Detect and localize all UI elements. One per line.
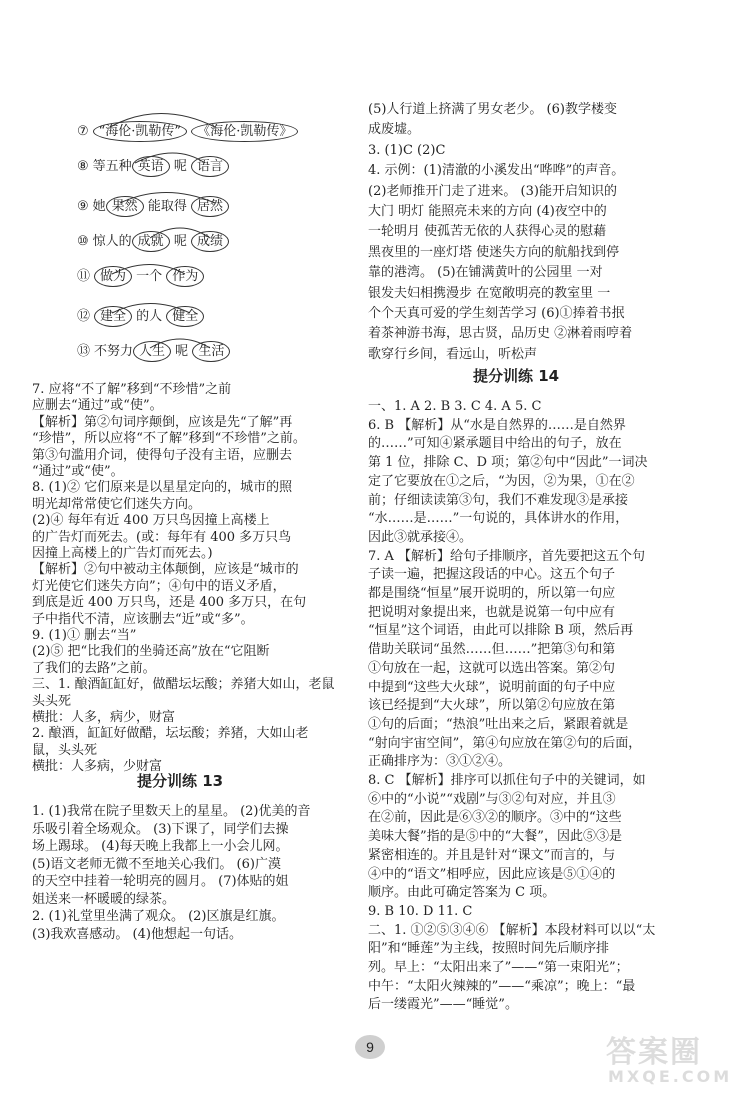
diagram-row <box>77 340 230 363</box>
circled-word: 居然 <box>191 196 229 217</box>
text-line: 因撞上高楼上的广告灯而死去。) <box>32 546 213 561</box>
circled-word: 做为 <box>94 266 132 287</box>
item-number: ⑪ <box>77 269 91 284</box>
text-line: (3)我欢喜感动。 (4)他想起一句话。 <box>32 926 242 942</box>
diagram-text: 呢 <box>169 159 191 174</box>
circled-word: 果然 <box>106 196 144 217</box>
diagram-text: 能取得 <box>143 199 191 214</box>
text-line: 个个天真可爱的学生刻苦学习 (6)①捧着书抿 <box>368 306 625 321</box>
text-line: 第 1 位，排除 C、D 项；第②句中“因此”一词决 <box>368 455 648 471</box>
text-line: 7. A 【解析】给句子排顺序，首先要把这五个句 <box>368 548 646 564</box>
diagram-row <box>77 265 204 288</box>
item-number: ⑫ <box>77 309 91 324</box>
text-line: 2. 酿酒，缸缸好做醋，坛坛酸；养猪，大如山老 <box>32 726 309 742</box>
item-number: ⑦ <box>77 124 89 139</box>
text-line: 8. C 【解析】排序可以抓住句子中的关键词，如 <box>368 773 646 788</box>
text-line: 子中指代不清，应该删去“近”或“多”。 <box>32 611 254 627</box>
text-line: ④中的“语文”相呼应，因此应该是⑤①④的 <box>368 866 616 882</box>
circled-word: “海伦·凯勒传” <box>93 121 187 142</box>
text-line: 银发夫妇相携漫步 在宽敞明亮的教室里 一 <box>368 285 611 301</box>
circled-word: 建全 <box>94 306 132 327</box>
text-line: 的广告灯而死去。(或：每年有 400 多万只鸟 <box>32 529 292 545</box>
text-line: (2)⑤ 把“比我们的坐骑还高”放在“它阻断 <box>32 644 270 660</box>
text-line: 6. B 【解析】从“水是自然界的……是自然界 <box>368 417 626 433</box>
text-line: “通过”或“使”。 <box>32 464 124 479</box>
diagram-row <box>77 195 229 218</box>
text-line: 大门 明灯 能照亮未来的方向 (4)夜空中的 <box>368 204 607 219</box>
text-line: 列。早上：“太阳出来了”——“第一束阳光”； <box>368 960 629 975</box>
text-line: “恒星”这个词语，由此可以排除 B 项，然后再 <box>368 623 634 639</box>
text-line: 横批：人多病，少财富 <box>32 759 163 775</box>
circled-word: 英语 <box>132 156 170 177</box>
diagram-text: 的人 <box>132 309 167 324</box>
watermark-logo <box>606 1027 736 1087</box>
diagram-text: 惊人的 <box>92 234 132 249</box>
text-line: 横批：人多，病少，财富 <box>32 710 176 725</box>
text-line: 三、1. 酿酒缸缸好，做醋坛坛酸；养猪大如山，老鼠 <box>32 677 335 693</box>
text-line: 2. (1)礼堂里坐满了观众。 (2)区旗是红旗。 <box>32 909 285 924</box>
text-line: 中午：“太阳火辣辣的”——“乘凉”；晚上：“最 <box>368 978 636 994</box>
text-line: 4. 示例：(1)清澈的小溪发出“哗哗”的声音。 <box>368 163 625 179</box>
diagram-text: 呢 <box>171 344 193 359</box>
text-line: 靠的港湾。 (5)在铺满黄叶的公园里 一对 <box>368 265 603 281</box>
text-line: 美味大餐”指的是⑤中的“大餐”，因此⑤③是 <box>368 829 622 845</box>
text-line: (5)人行道上挤满了男女老少。 (6)教学楼变 <box>368 102 617 117</box>
text-line: 灯光使它们迷失方向”；④句中的语义矛盾， <box>32 578 286 594</box>
text-line: ①句放在一起，这就可以选出答案。第②句 <box>368 660 616 676</box>
text-line: 前；仔细读读第③句，我们不难发现③是承接 <box>368 492 629 508</box>
section-heading-13: 提分训练 13 <box>137 772 224 790</box>
section-heading-14: 提分训练 14 <box>473 367 560 385</box>
text-line: 成废墟。 <box>368 122 421 138</box>
text-line: 了我们的去路”之前。 <box>32 660 156 676</box>
item-number: ⑨ <box>77 199 89 214</box>
text-line: 乐吸引着全场观众。 (3)下课了，同学们去操 <box>32 821 289 837</box>
diagram-text: 一个 <box>132 269 167 284</box>
text-line: “珍惜”，所以应将“不了解”移到“不珍惜”之前。 <box>32 431 306 447</box>
diagram-text: 她 <box>92 199 106 214</box>
diagram-row <box>77 120 298 143</box>
item-number: ⑬ <box>77 344 91 359</box>
text-line: 正确排序为：③①②④。 <box>368 754 512 770</box>
circled-word: 成就 <box>132 231 170 252</box>
diagram-row <box>77 155 229 178</box>
item-number: ⑩ <box>77 234 89 249</box>
circled-word: 作为 <box>166 266 204 287</box>
text-line: 【解析】第②句词序颠倒，应该是先“了解”再 <box>32 414 293 430</box>
text-line: 第③句滥用介词，使得句子没有主语，应删去 <box>32 447 293 463</box>
text-line: 歌穿行乡间，看远山，听松声 <box>368 346 538 362</box>
text-line: 的……”可知④紧承题目中给出的句子，放在 <box>368 436 622 452</box>
diagram-text: 呢 <box>169 234 191 249</box>
text-line: (5)语文老师无微不至地关心我们。 (6)广漠 <box>32 856 281 872</box>
text-line: 8. (1)② 它们原来是以星星定向的，城市的照 <box>32 480 293 496</box>
text-line: 一、1. A 2. B 3. C 4. A 5. C <box>368 399 542 414</box>
diagram-row <box>77 230 229 253</box>
text-line: 姐送来一杯暖暖的绿茶。 <box>32 891 176 907</box>
text-line: 在②前，因此是⑥③②的顺序。③中的“这些 <box>368 810 622 826</box>
text-line: 紧密相连的。并且是针对“课文”而言的，与 <box>368 847 616 863</box>
diagram-text: 等五种 <box>92 159 132 174</box>
text-line: 借助关联词“虽然……但……”把第③句和第 <box>368 642 616 658</box>
text-line: “水……是……”一句说的，具体讲水的作用， <box>368 511 629 527</box>
text-line: 7. 应将“不了解”移到“不珍惜”之前 <box>32 382 232 397</box>
text-line: 明光却常常使它们迷失方向。 <box>32 496 202 512</box>
text-line: 3. (1)C (2)C <box>368 142 446 158</box>
text-line: 1. (1)我常在院子里数天上的星星。 (2)优美的音 <box>32 804 311 819</box>
circled-word: 《海伦·凯勒传》 <box>191 121 298 142</box>
text-line: ⑥中的“小说”“戏剧”与③②句对应，并且③ <box>368 791 616 807</box>
text-line: (2)④ 每年有近 400 万只鸟因撞上高楼上 <box>32 513 270 529</box>
text-line: 【解析】②句中被动主体颠倒，应该是“城市的 <box>32 562 299 578</box>
text-line: 该已经提到“大火球”，所以第②句应放在第 <box>368 698 616 714</box>
text-line: 到底是近 400 万只鸟，还是 400 多万只，在句 <box>32 595 307 611</box>
circled-word: 生活 <box>192 341 230 362</box>
text-line: 把说明对象提出来，也就是说第一句中应有 <box>368 604 616 620</box>
text-line: 因此③就承接④。 <box>368 529 473 545</box>
circled-word: 健全 <box>166 306 204 327</box>
text-line: 应删去“通过”或“使”。 <box>32 398 163 414</box>
text-line: 阳”和“睡莲”为主线，按照时间先后顺序排 <box>368 941 609 957</box>
text-line: (2)老师推开门走了进来。 (3)能开启知识的 <box>368 183 617 199</box>
text-line: 中提到“这些大火球”，说明前面的句子中应 <box>368 679 616 695</box>
diagram-text: 不努力 <box>94 344 134 359</box>
text-line: 头头死 <box>32 693 72 709</box>
text-line: 黑夜里的一座灯塔 使迷失方向的航船找到停 <box>368 244 620 260</box>
text-line: 后一缕霞光”——“睡觉”。 <box>368 997 518 1013</box>
text-line: 9. (1)① 删去“当” <box>32 628 137 643</box>
text-line: 场上踢球。 (4)每天晚上我都上一小会儿网。 <box>32 839 289 854</box>
circled-word: 语言 <box>191 156 229 177</box>
watermark-text: 答案圈 <box>606 1035 702 1070</box>
text-line: 顺序。由此可确定答案为 C 项。 <box>368 885 556 901</box>
text-line: 着茶神游书海，思古贤，品历史 ②淋着雨哼着 <box>368 326 633 342</box>
text-line: 都是围绕“恒星”展开说明的，所以第一句应 <box>368 586 616 601</box>
text-line: “射向宇宙空间”，第④句应放在第②句的后面， <box>368 735 642 751</box>
item-number: ⑧ <box>77 159 89 174</box>
circled-word: 人生 <box>133 341 171 362</box>
text-line: 定了它要放在①之后，“为因，②为果，①在② <box>368 473 635 489</box>
text-line: 一轮明月 使孤苦无依的人获得心灵的慰藉 <box>368 224 607 240</box>
watermark-url: MXQE.COM <box>608 1067 733 1086</box>
text-line: 的天空中挂着一轮明亮的圆月。 (7)体贴的姐 <box>32 874 289 889</box>
text-line: 子读一遍，把握这段话的中心。这五个句子 <box>368 567 616 583</box>
circled-word: 成绩 <box>191 231 229 252</box>
diagram-row <box>77 305 204 328</box>
text-line: 9. B 10. D 11. C <box>368 903 473 919</box>
text-line: 二、1. ①②⑤③④⑥ 【解析】本段材料可以以“太 <box>368 922 656 938</box>
page-number: 9 <box>355 1035 385 1059</box>
text-line: 鼠，头头死 <box>32 742 98 758</box>
text-line: ①句的后面；“热浪”吐出来之后，紧跟着就是 <box>368 716 629 732</box>
